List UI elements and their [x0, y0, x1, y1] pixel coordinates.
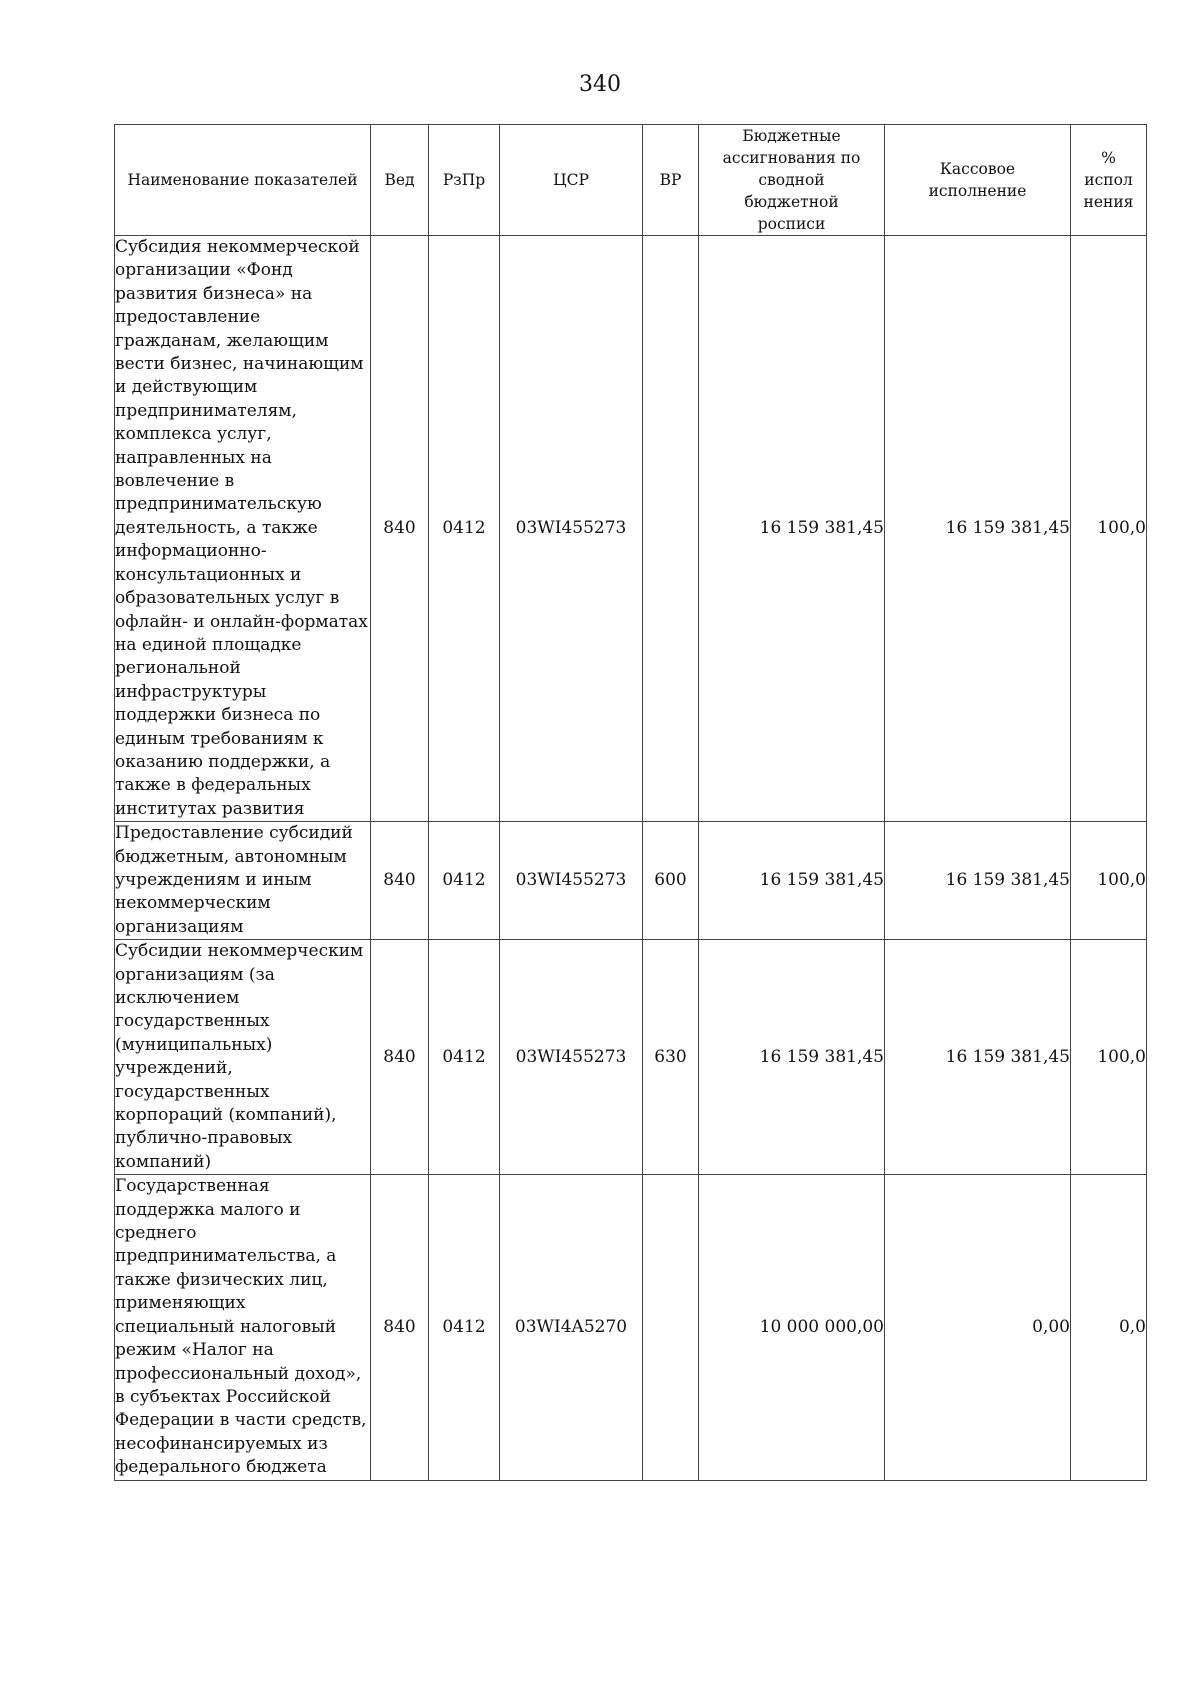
- row-csr: 03WI455273: [500, 940, 643, 1175]
- row-ved: 840: [371, 822, 429, 940]
- row-execution-percent: 100,0: [1071, 236, 1147, 822]
- row-cash-execution: 0,00: [885, 1175, 1071, 1480]
- row-ved: 840: [371, 236, 429, 822]
- row-budget-assignments: 16 159 381,45: [699, 236, 885, 822]
- table-row: [115, 1175, 1147, 1480]
- header-budget-assignments: Бюджетные ассигнования по сводной бюджетной росписи: [699, 125, 885, 236]
- row-name: Субсидии некоммерческим организациям (за исключением государственных (муниципальных) учреждений, государственных корпораций (компаний), публично-правовых компаний): [115, 940, 371, 1175]
- header-cash-execution: Кассовое исполнение: [885, 125, 1071, 236]
- page-number: 340: [579, 72, 621, 97]
- table-row: [115, 940, 1147, 1175]
- row-rzpr: 0412: [429, 236, 500, 822]
- row-vr: 630: [643, 940, 699, 1175]
- row-execution-percent: 0,0: [1071, 1175, 1147, 1480]
- row-cash-execution: 16 159 381,45: [885, 236, 1071, 822]
- header-rzpr: РзПр: [429, 125, 500, 236]
- row-name: Субсидия некоммерческой организации «Фонд развития бизнеса» на предоставление гражданам, желающим вести бизнес, начинающим и действующим предпринимателям, комплекса услуг, направленных на вовлечение в предпринимательскую деятельность, а также информационно-консультационных и образовательных услуг в офлайн- и онлайн-форматах на единой площадке региональной инфраструктуры поддержки бизнеса по единым требованиям к оказанию поддержки, а также в федеральных институтах развития: [115, 236, 371, 822]
- row-execution-percent: 100,0: [1071, 940, 1147, 1175]
- row-csr: 03WI455273: [500, 236, 643, 822]
- row-ved: 840: [371, 940, 429, 1175]
- header-ved: Вед: [371, 125, 429, 236]
- table-row: [115, 822, 1147, 940]
- header-vr: ВР: [643, 125, 699, 236]
- row-vr: [643, 236, 699, 822]
- header-execution-percent: % испол нения: [1071, 125, 1147, 236]
- table-header-row: [115, 125, 1147, 236]
- budget-execution-table: [114, 124, 1147, 1481]
- row-budget-assignments: 16 159 381,45: [699, 822, 885, 940]
- row-csr: 03WI455273: [500, 822, 643, 940]
- header-csr: ЦСР: [500, 125, 643, 236]
- row-rzpr: 0412: [429, 822, 500, 940]
- row-cash-execution: 16 159 381,45: [885, 940, 1071, 1175]
- row-vr: 600: [643, 822, 699, 940]
- row-rzpr: 0412: [429, 940, 500, 1175]
- header-name: Наименование показателей: [115, 125, 371, 236]
- row-csr: 03WI4A5270: [500, 1175, 643, 1480]
- row-vr: [643, 1175, 699, 1480]
- row-rzpr: 0412: [429, 1175, 500, 1480]
- row-cash-execution: 16 159 381,45: [885, 822, 1071, 940]
- table-row: [115, 236, 1147, 822]
- row-budget-assignments: 10 000 000,00: [699, 1175, 885, 1480]
- row-ved: 840: [371, 1175, 429, 1480]
- row-name: Предоставление субсидий бюджетным, автономным учреждениям и иным некоммерческим организациям: [115, 822, 371, 940]
- row-execution-percent: 100,0: [1071, 822, 1147, 940]
- row-name: Государственная поддержка малого и среднего предпринимательства, а также физических лиц, применяющих специальный налоговый режим «Налог на профессиональный доход», в субъектах Российской Федерации в части средств, несофинансируемых из федерального бюджета: [115, 1175, 371, 1480]
- row-budget-assignments: 16 159 381,45: [699, 940, 885, 1175]
